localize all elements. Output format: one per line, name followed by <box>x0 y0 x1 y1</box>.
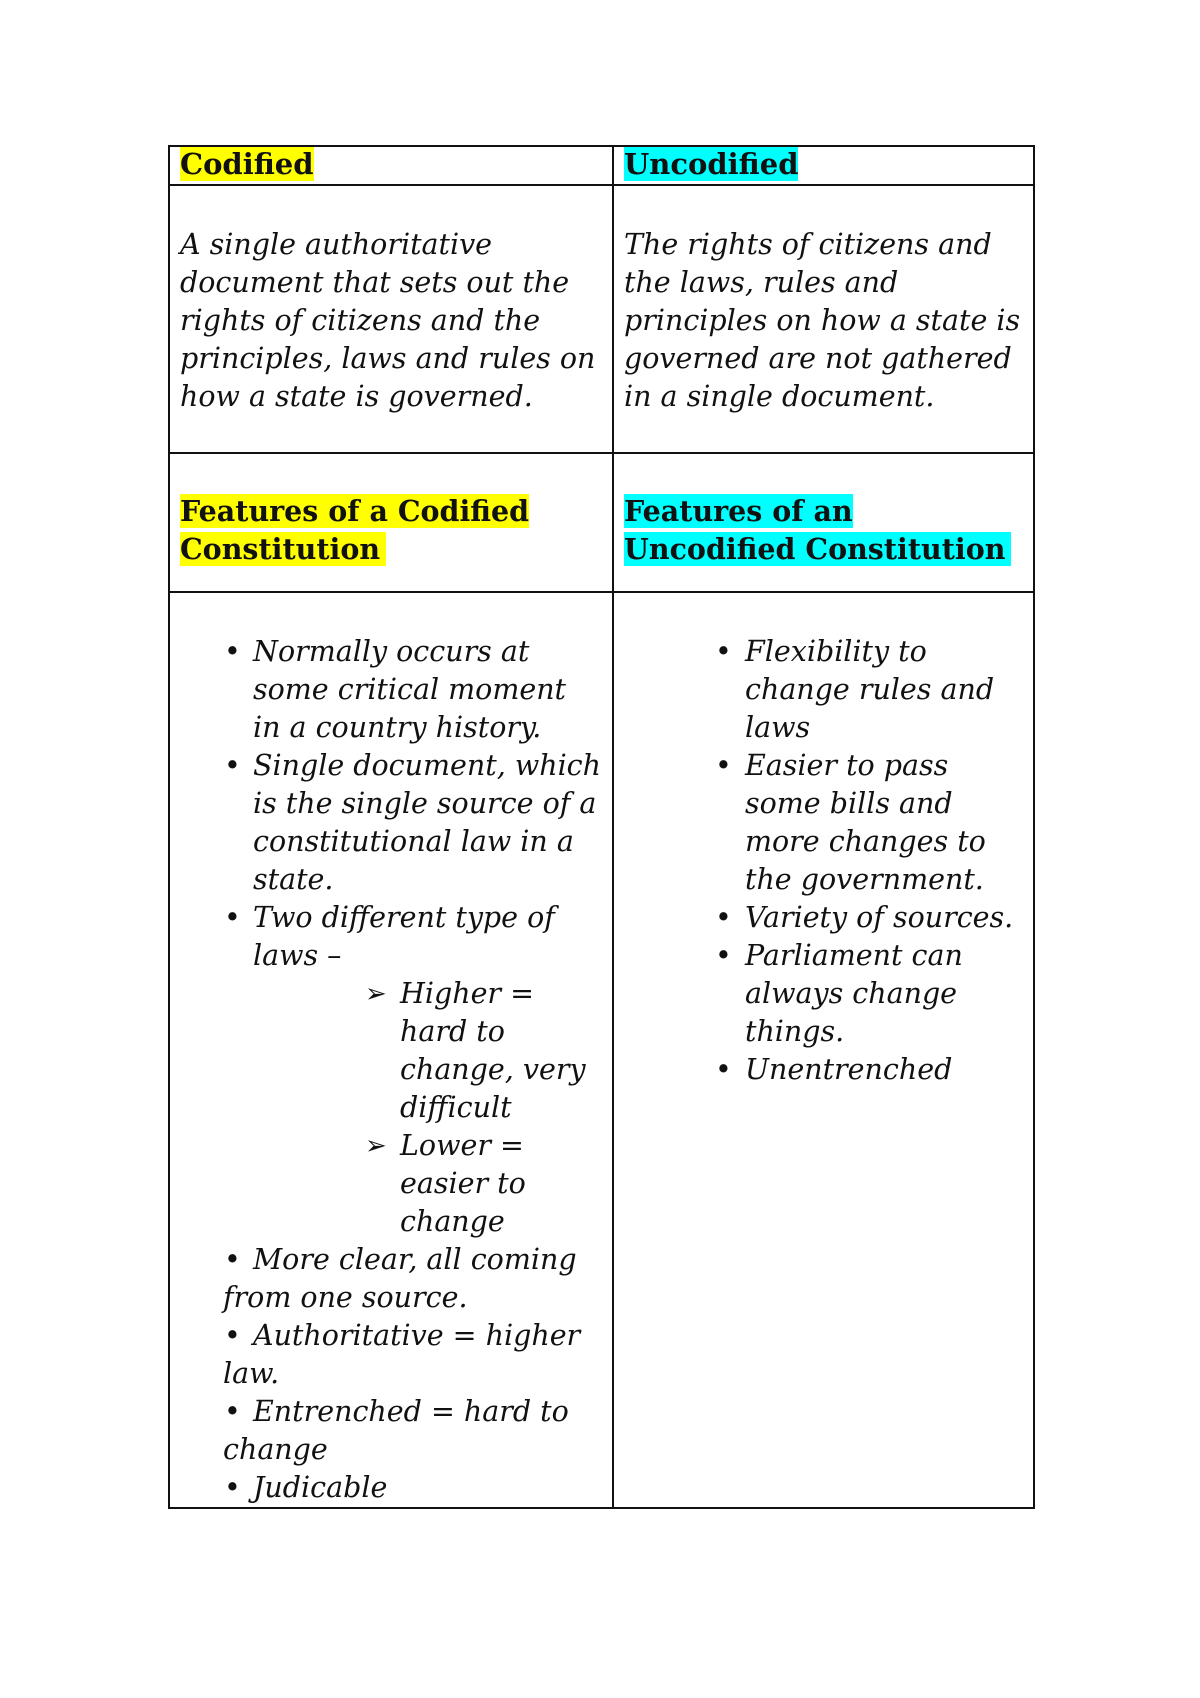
bullet-icon: • <box>224 1471 241 1504</box>
arrow-bullet-icon: ➢ <box>365 979 387 1009</box>
uncodified-features-title: Features of an Uncodified Constitution <box>624 494 1011 566</box>
list-item: • Flexibility to change rules and laws <box>745 633 1023 747</box>
sub-list-item: ➢ Higher = hard to change, very difficult <box>365 977 586 1124</box>
list-item: • Authoritative = higher law. <box>223 1319 581 1390</box>
uncodified-features-list <box>624 633 1023 1089</box>
codified-features-list <box>180 633 602 1507</box>
sub-list-container <box>180 975 602 1241</box>
bullet-icon: • <box>224 1319 241 1352</box>
codified-features-title-cell <box>169 453 613 592</box>
uncodified-definition-cell <box>613 185 1034 453</box>
codified-features-title: Features of a Codified Constitution <box>180 494 530 566</box>
definition-row <box>169 185 1034 453</box>
list-item: • More clear, all coming from one source. <box>223 1243 577 1314</box>
uncodified-header-cell <box>613 146 1034 185</box>
list-item: • Normally occurs at some critical moment in a country history. <box>180 633 602 747</box>
header-row <box>169 146 1034 185</box>
codified-definition-cell <box>169 185 613 453</box>
codified-header: Codified <box>180 147 314 181</box>
list-item: • Parliament can always change things. <box>745 937 1023 1051</box>
list-item: • Entrenched = hard to change <box>223 1395 569 1466</box>
uncodified-header: Uncodified <box>624 147 799 181</box>
sub-list-item: ➢ Lower = easier to change <box>365 1129 526 1238</box>
list-item: • Two different type of laws – <box>180 899 602 975</box>
uncodified-features-title-cell <box>613 453 1034 592</box>
arrow-bullet-icon: ➢ <box>365 1131 387 1161</box>
bullet-icon: • <box>224 1243 241 1276</box>
uncodified-definition: The rights of citizens and the laws, rules and principles on how a state is governed are not gathered in a single document. <box>624 228 1021 413</box>
codified-features-cell <box>169 592 613 1508</box>
list-item: • Unentrenched <box>745 1051 1023 1089</box>
list-item: • Judicable <box>180 1469 602 1507</box>
list-item: • Single document, which is the single source of a constitutional law in a state. <box>180 747 602 899</box>
codified-sub-features-list <box>180 975 602 1241</box>
uncodified-features-cell <box>613 592 1034 1508</box>
codified-definition: A single authoritative document that sets out the rights of citizens and the principles, laws and rules on how a state is governed. <box>180 228 596 413</box>
codified-header-cell <box>169 146 613 185</box>
list-item: • Easier to pass some bills and more changes to the government. <box>745 747 1023 899</box>
bullet-icon: • <box>224 1395 241 1428</box>
comparison-table <box>168 145 1035 1509</box>
features-list-row <box>169 592 1034 1508</box>
features-title-row <box>169 453 1034 592</box>
list-item: • Variety of sources. <box>745 899 1023 937</box>
